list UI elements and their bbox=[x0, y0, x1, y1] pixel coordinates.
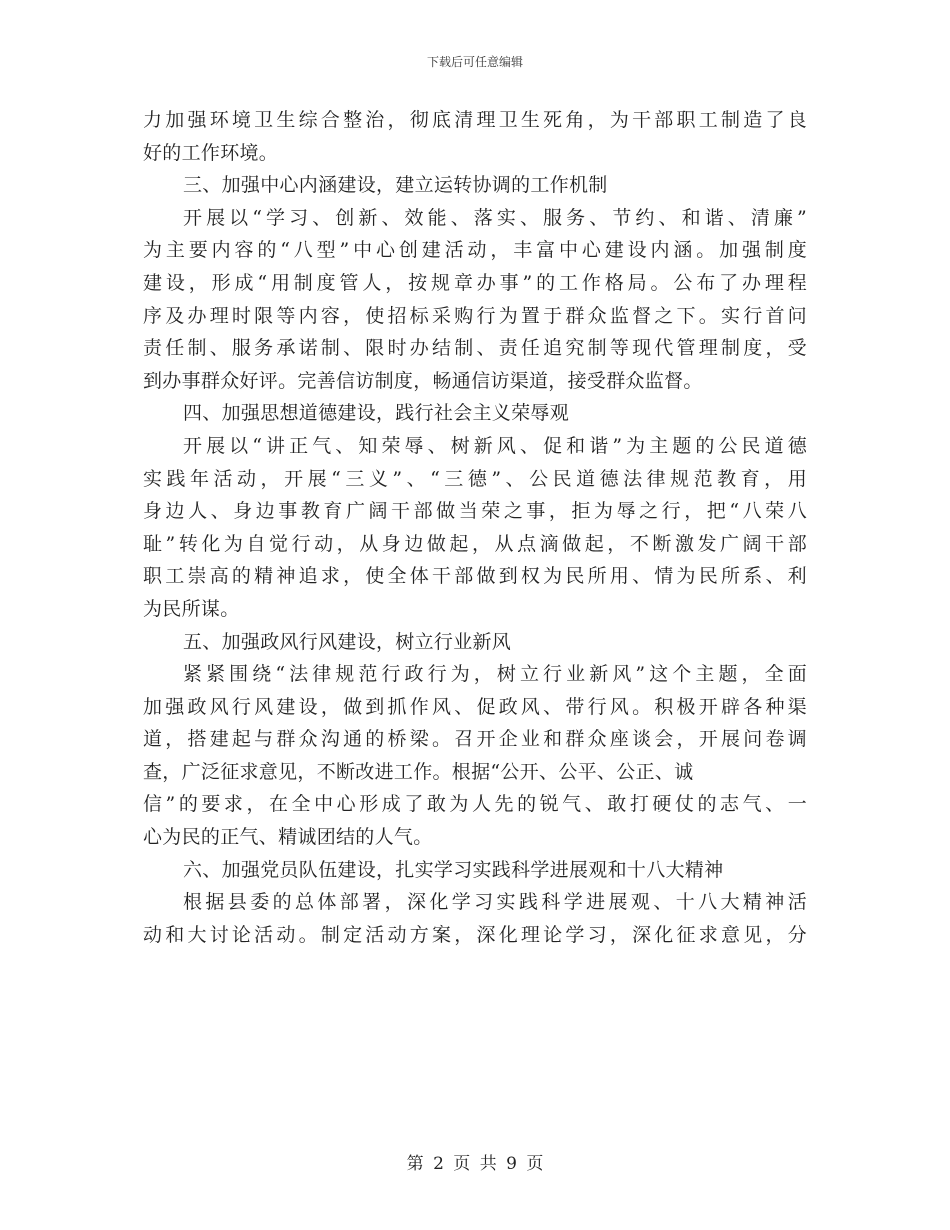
body-line: 开展以“学习、创新、效能、落实、服务、节约、和谐、清廉” bbox=[183, 206, 807, 229]
section-heading: 六、加强党员队伍建设，扎实学习实践科学进展观和十八大精神 bbox=[183, 858, 724, 881]
body-line: 紧紧围绕“法律规范行政行为，树立行业新风”这个主题，全面 bbox=[183, 663, 807, 686]
body-line: 序及办理时限等内容，使招标采购行为置于群众监督之下。实行首问 bbox=[143, 304, 807, 327]
section-heading: 三、加强中心内涵建设，建立运转协调的工作机制 bbox=[183, 174, 608, 197]
body-line: 动和大讨论活动。制定活动方案，深化理论学习，深化征求意见，分 bbox=[143, 923, 807, 946]
body-line: 为主要内容的“八型”中心创建活动，丰富中心建设内涵。加强制度 bbox=[143, 239, 807, 262]
document-body bbox=[143, 104, 807, 951]
body-line: 到办事群众好评。完善信访制度，畅通信访渠道，接受群众监督。 bbox=[143, 369, 703, 392]
body-line: 身边人、身边事教育广阔干部做当荣之事，拒为辱之行，把“八荣八 bbox=[143, 500, 807, 523]
body-line: 好的工作环境。 bbox=[143, 141, 279, 164]
body-line: 力加强环境卫生综合整治，彻底清理卫生死角，为干部职工制造了良 bbox=[143, 109, 807, 131]
body-line: 道，搭建起与群众沟通的桥梁。召开企业和群众座谈会，开展问卷调 bbox=[143, 728, 807, 751]
body-line: 为民所谋。 bbox=[143, 597, 240, 620]
section-heading: 四、加强思想道德建设，践行社会主义荣辱观 bbox=[183, 402, 570, 425]
body-line: 责任制、服务承诺制、限时办结制、责任追究制等现代管理制度，受 bbox=[143, 337, 807, 360]
body-line: 信”的要求，在全中心形成了敢为人先的锐气、敢打硬仗的志气、一 bbox=[143, 793, 807, 816]
body-line: 实践年活动，开展“三义”、“三德”、公民道德法律规范教育，用 bbox=[143, 467, 807, 490]
body-line: 耻”转化为自觉行动，从身边做起，从点滴做起，不断激发广阔干部 bbox=[143, 532, 807, 555]
body-line: 查，广泛征求意见，不断改进工作。根据“公开、公平、公正、诚 bbox=[143, 760, 694, 783]
section-heading: 五、加强政风行风建设，树立行业新风 bbox=[183, 630, 512, 653]
body-line: 根据县委的总体部署，深化学习实践科学进展观、十八大精神活 bbox=[183, 891, 807, 914]
body-line: 职工崇高的精神追求，使全体干部做到权为民所用、情为民所系、利 bbox=[143, 565, 807, 588]
page-header: 下载后可任意编辑 bbox=[426, 55, 523, 69]
page-number: 第 2 页 共 9 页 bbox=[406, 1154, 544, 1174]
body-line: 心为民的正气、精诚团结的人气。 bbox=[143, 826, 433, 849]
body-line: 建设，形成“用制度管人，按规章办事”的工作格局。公布了办理程 bbox=[143, 271, 807, 294]
body-line: 加强政风行风建设，做到抓作风、促政风、带行风。积极开辟各种渠 bbox=[143, 695, 807, 718]
body-line: 开展以“讲正气、知荣辱、树新风、促和谐”为主题的公民道德 bbox=[183, 434, 807, 457]
